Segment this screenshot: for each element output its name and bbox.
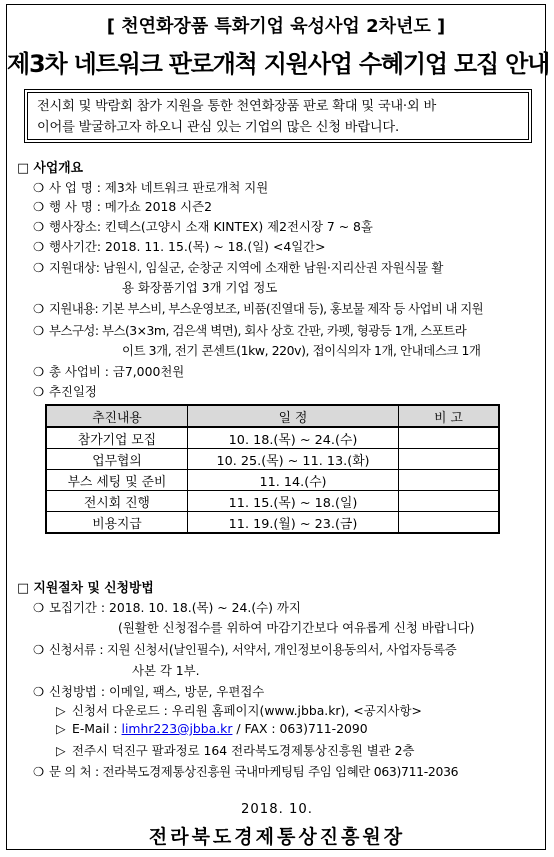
circle-bullet-icon: ❍ [33,764,44,779]
issuer-name: 전라북도경제통상진흥원장 [148,826,406,848]
item-continuation: 이트 3개, 전기 콘센트(1kw, 220v), 접이식의자 1개, 안내데스크 1개 [122,343,481,358]
overview-item [33,258,443,276]
address-text: 전주시 덕진구 팔과정로 164 전라북도경제통상진흥원 별관 2층 [72,743,415,758]
item-value: : 전라북도경제통상진흥원 국내마케팅팀 주임 임혜란 063)711-2036 [94,764,459,779]
overview-item [33,299,483,317]
item-value: : 부스(3×3m, 검은색 벽면), 회사 상호 간판, 카펫, 형광등 1개, 스포트라 [94,323,467,338]
task-cell: 비용지급 [46,512,188,534]
circle-bullet-icon: ❍ [33,364,45,379]
circle-bullet-icon: ❍ [33,180,45,195]
note-cell [399,512,500,534]
table-row [46,512,499,534]
circle-bullet-icon: ❍ [33,301,44,316]
date-cell: 11. 15.(목) ~ 18.(일) [188,491,399,512]
item-label: 지원대상 [49,260,96,275]
item-value: : 2018. 11. 15.(목) ~ 18.(일) <4일간> [96,239,326,254]
circle-bullet-icon: ❍ [33,199,45,214]
address-item [56,741,414,759]
circle-bullet-icon: ❍ [33,600,45,615]
docs-item [33,640,456,658]
item-value: : 기본 부스비, 부스운영보조, 비품(진열대 등), 홍보물 제작 등 사업비 내 지원 [94,301,483,316]
procedure-title: □ 지원절차 및 신청방법 [17,581,154,596]
email-link[interactable]: limhr223@jbba.kr [121,721,233,736]
intro-line-2: 이어를 발굴하고자 하오니 관심 있는 기업의 많은 신청 바랍니다. [37,120,399,135]
note-cell [399,449,500,470]
note-cell [399,427,500,449]
item-value: : 제3차 네트워크 판로개척 지원 [96,180,269,195]
item-label: 신청방법 [49,684,97,699]
header-subtitle: [ 천연화장품 특화기업 육성사업 2차년도 ] [106,16,446,37]
task-cell: 부스 세팅 및 준비 [46,470,188,491]
item-label: 지원내용 [49,301,95,316]
overview-item [33,382,97,400]
column-header: 추진내용 [46,405,188,427]
task-cell: 참가기업 모집 [46,427,188,449]
download-item [56,701,422,719]
item-label: 행 사 명 [49,199,93,214]
item-continuation: 용 화장품기업 3개 기업 정도 [122,280,278,295]
task-cell: 전시회 진행 [46,491,188,512]
circle-bullet-icon: ❍ [33,684,45,699]
email-label: E-Mail : [72,721,122,736]
triangle-bullet-icon: ▷ [56,743,66,758]
date-cell: 10. 25.(목) ~ 11. 13.(화) [188,449,399,470]
overview-item [33,178,268,196]
header [7,5,550,79]
note-cell [399,470,500,491]
page-title: 제3차 네트워크 판로개척 지원사업 수혜기업 모집 안내 [7,50,550,78]
overview-item [33,197,212,215]
item-value: : 킨텍스(고양시 소재 KINTEX) 제2전시장 7 ~ 8홀 [96,219,373,234]
download-text: 신청서 다운로드 : 우리원 홈페이지(www.jbba.kr), <공지사항> [72,703,422,718]
circle-bullet-icon: ❍ [33,219,45,234]
item-value: : 이메일, 팩스, 방문, 우편접수 [100,684,265,699]
task-cell: 업무협의 [46,449,188,470]
method-item [33,682,264,700]
item-label: 문 의 처 [49,764,92,779]
item-value: : 남원시, 임실군, 순창군 지역에 소재한 남원·지리산권 자원식물 활 [95,260,443,275]
item-label: 신청서류 [49,642,96,657]
footer-date: 2018. 10. [241,802,313,817]
item-value: : 지원 신청서(날인필수), 서약서, 개인정보이용동의서, 사업자등록증 [99,642,457,657]
item-label: 총 사업비 [49,364,101,379]
overview-title: □ 사업개요 [17,161,83,176]
item-label: 행사기간 [49,239,97,254]
note-cell [399,491,500,512]
contact-item [33,762,458,780]
item-label: 행사장소 [49,219,97,234]
date-cell: 11. 14.(수) [188,470,399,491]
triangle-bullet-icon: ▷ [56,721,66,736]
item-label: 부스구성 [49,323,95,338]
schedule-table [45,404,500,534]
docs-continuation: 사본 각 1부. [132,663,200,678]
email-fax-item [56,721,368,736]
circle-bullet-icon: ❍ [33,260,44,275]
circle-bullet-icon: ❍ [33,642,44,657]
circle-bullet-icon: ❍ [33,239,45,254]
overview-item [33,217,373,235]
intro-line-1: 전시회 및 박람회 참가 지원을 통한 천연화장품 판로 확대 및 국내·외 바 [37,99,436,114]
overview-item [33,237,326,255]
table-row [46,449,499,470]
item-label: 사 업 명 [49,180,93,195]
overview-item [33,362,184,380]
circle-bullet-icon: ❍ [33,384,45,399]
fax-text: / FAX : 063)711-2090 [232,721,368,736]
table-row [46,427,499,449]
table-row [46,470,499,491]
date-cell: 10. 18.(목) ~ 24.(수) [188,427,399,449]
intro-box [27,92,529,140]
item-value: : 2018. 10. 18.(목) ~ 24.(수) 까지 [100,600,301,615]
circle-bullet-icon: ❍ [33,323,44,338]
column-header: 일 정 [188,405,399,427]
triangle-bullet-icon: ▷ [56,703,66,718]
item-label: 추진일정 [49,384,97,399]
table-row [46,491,499,512]
period-item [33,598,301,616]
period-note: (원활한 신청접수를 위하여 마감기간보다 여유롭게 신청 바랍니다) [118,620,475,635]
item-label: 모집기간 [49,600,97,615]
column-header: 비 고 [399,405,500,427]
item-value: : 금7,000천원 [104,364,185,379]
table-header-row [46,405,499,427]
overview-item [33,321,466,339]
date-cell: 11. 19.(월) ~ 23.(금) [188,512,399,534]
item-value: : 메가쇼 2018 시즌2 [96,199,213,214]
